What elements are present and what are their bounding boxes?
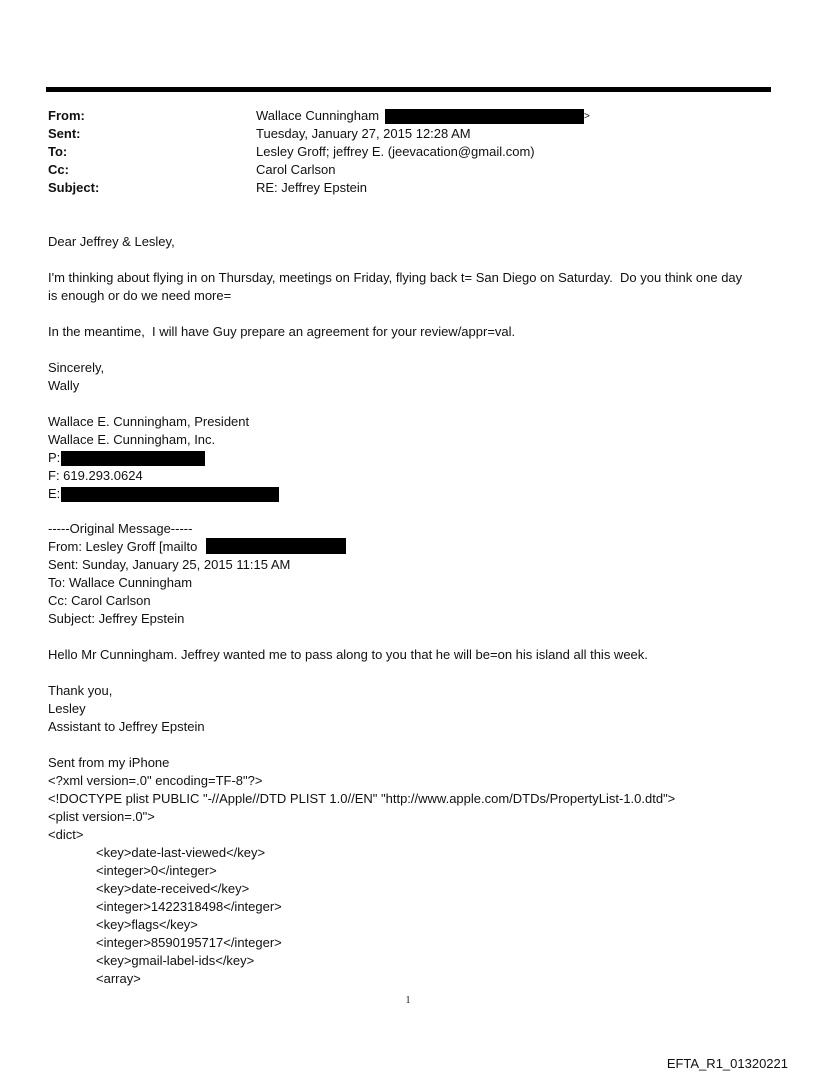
original-separator: -----Original Message----- <box>48 521 193 536</box>
xml-line: <key>date-received</key> <box>96 881 250 896</box>
xml-line: <key>gmail-label-ids</key> <box>96 953 255 968</box>
from-label: From: <box>48 108 85 123</box>
cc-label: Cc: <box>48 162 69 177</box>
xml-line: <key>flags</key> <box>96 917 198 932</box>
original-subject: Subject: Jeffrey Epstein <box>48 611 185 626</box>
xml-line: <array> <box>96 971 141 986</box>
original-message: Hello Mr Cunningham. Jeffrey wanted me to pass along to you that he will be=on his island all this week. <box>48 647 648 662</box>
page-number: 1 <box>405 995 411 1006</box>
xml-line: <!DOCTYPE plist PUBLIC "-//Apple//DTD PLIST 1.0//EN" "http://www.apple.com/DTDs/PropertyList-1.0.dtd"> <box>48 791 676 806</box>
to-value: Lesley Groff; jeffrey E. (jeevacation@gmail.com) <box>256 144 535 159</box>
signature-name: Wallace E. Cunningham, President <box>48 414 250 429</box>
xml-line: <integer>1422318498</integer> <box>96 899 282 914</box>
signature-fax: F: 619.293.0624 <box>48 468 143 483</box>
original-to: To: Wallace Cunningham <box>48 575 193 590</box>
xml-line: <integer>8590195717</integer> <box>96 935 282 950</box>
signature-email: E: <box>48 486 61 501</box>
original-cc: Cc: Carol Carlson <box>48 593 151 608</box>
redaction-bar <box>61 451 205 466</box>
from-suffix: > <box>584 111 590 122</box>
xml-line: <?xml version=.0" encoding=TF-8"?> <box>48 773 263 788</box>
greeting: Dear Jeffrey & Lesley, <box>48 234 175 249</box>
original-device: Sent from my iPhone <box>48 755 170 770</box>
original-name: Lesley <box>48 701 86 716</box>
xml-line: <key>date-last-viewed</key> <box>96 845 266 860</box>
redaction-bar <box>61 487 279 502</box>
body-line: I'm thinking about flying in on Thursday, meetings on Friday, flying back t= San Diego on Saturday. Do you think one day <box>48 270 743 285</box>
from-value: Wallace Cunningham <box>256 108 380 123</box>
original-sent: Sent: Sunday, January 25, 2015 11:15 AM <box>48 557 291 572</box>
redaction-bar <box>206 538 346 554</box>
signature-company: Wallace E. Cunningham, Inc. <box>48 432 216 447</box>
xml-line: <dict> <box>48 827 84 842</box>
document-id: EFTA_R1_01320221 <box>666 1056 788 1071</box>
original-thanks: Thank you, <box>48 683 113 698</box>
closing: Sincerely, <box>48 360 105 375</box>
header-rule <box>46 87 771 92</box>
signoff: Wally <box>48 378 80 393</box>
signature-phone: P: <box>48 450 61 465</box>
xml-line: <plist version=.0"> <box>48 809 155 824</box>
original-title: Assistant to Jeffrey Epstein <box>48 719 205 734</box>
to-label: To: <box>48 144 68 159</box>
body-line: is enough or do we need more= <box>48 288 232 303</box>
subject-label: Subject: <box>48 180 100 195</box>
cc-value: Carol Carlson <box>256 162 336 177</box>
sent-label: Sent: <box>48 126 81 141</box>
redaction-bar <box>385 109 584 124</box>
xml-line: <integer>0</integer> <box>96 863 217 878</box>
sent-value: Tuesday, January 27, 2015 12:28 AM <box>256 126 471 141</box>
original-from: From: Lesley Groff [mailto <box>48 539 198 554</box>
subject-value: RE: Jeffrey Epstein <box>256 180 368 195</box>
body-line: In the meantime, I will have Guy prepare an agreement for your review/appr=val. <box>48 324 516 339</box>
